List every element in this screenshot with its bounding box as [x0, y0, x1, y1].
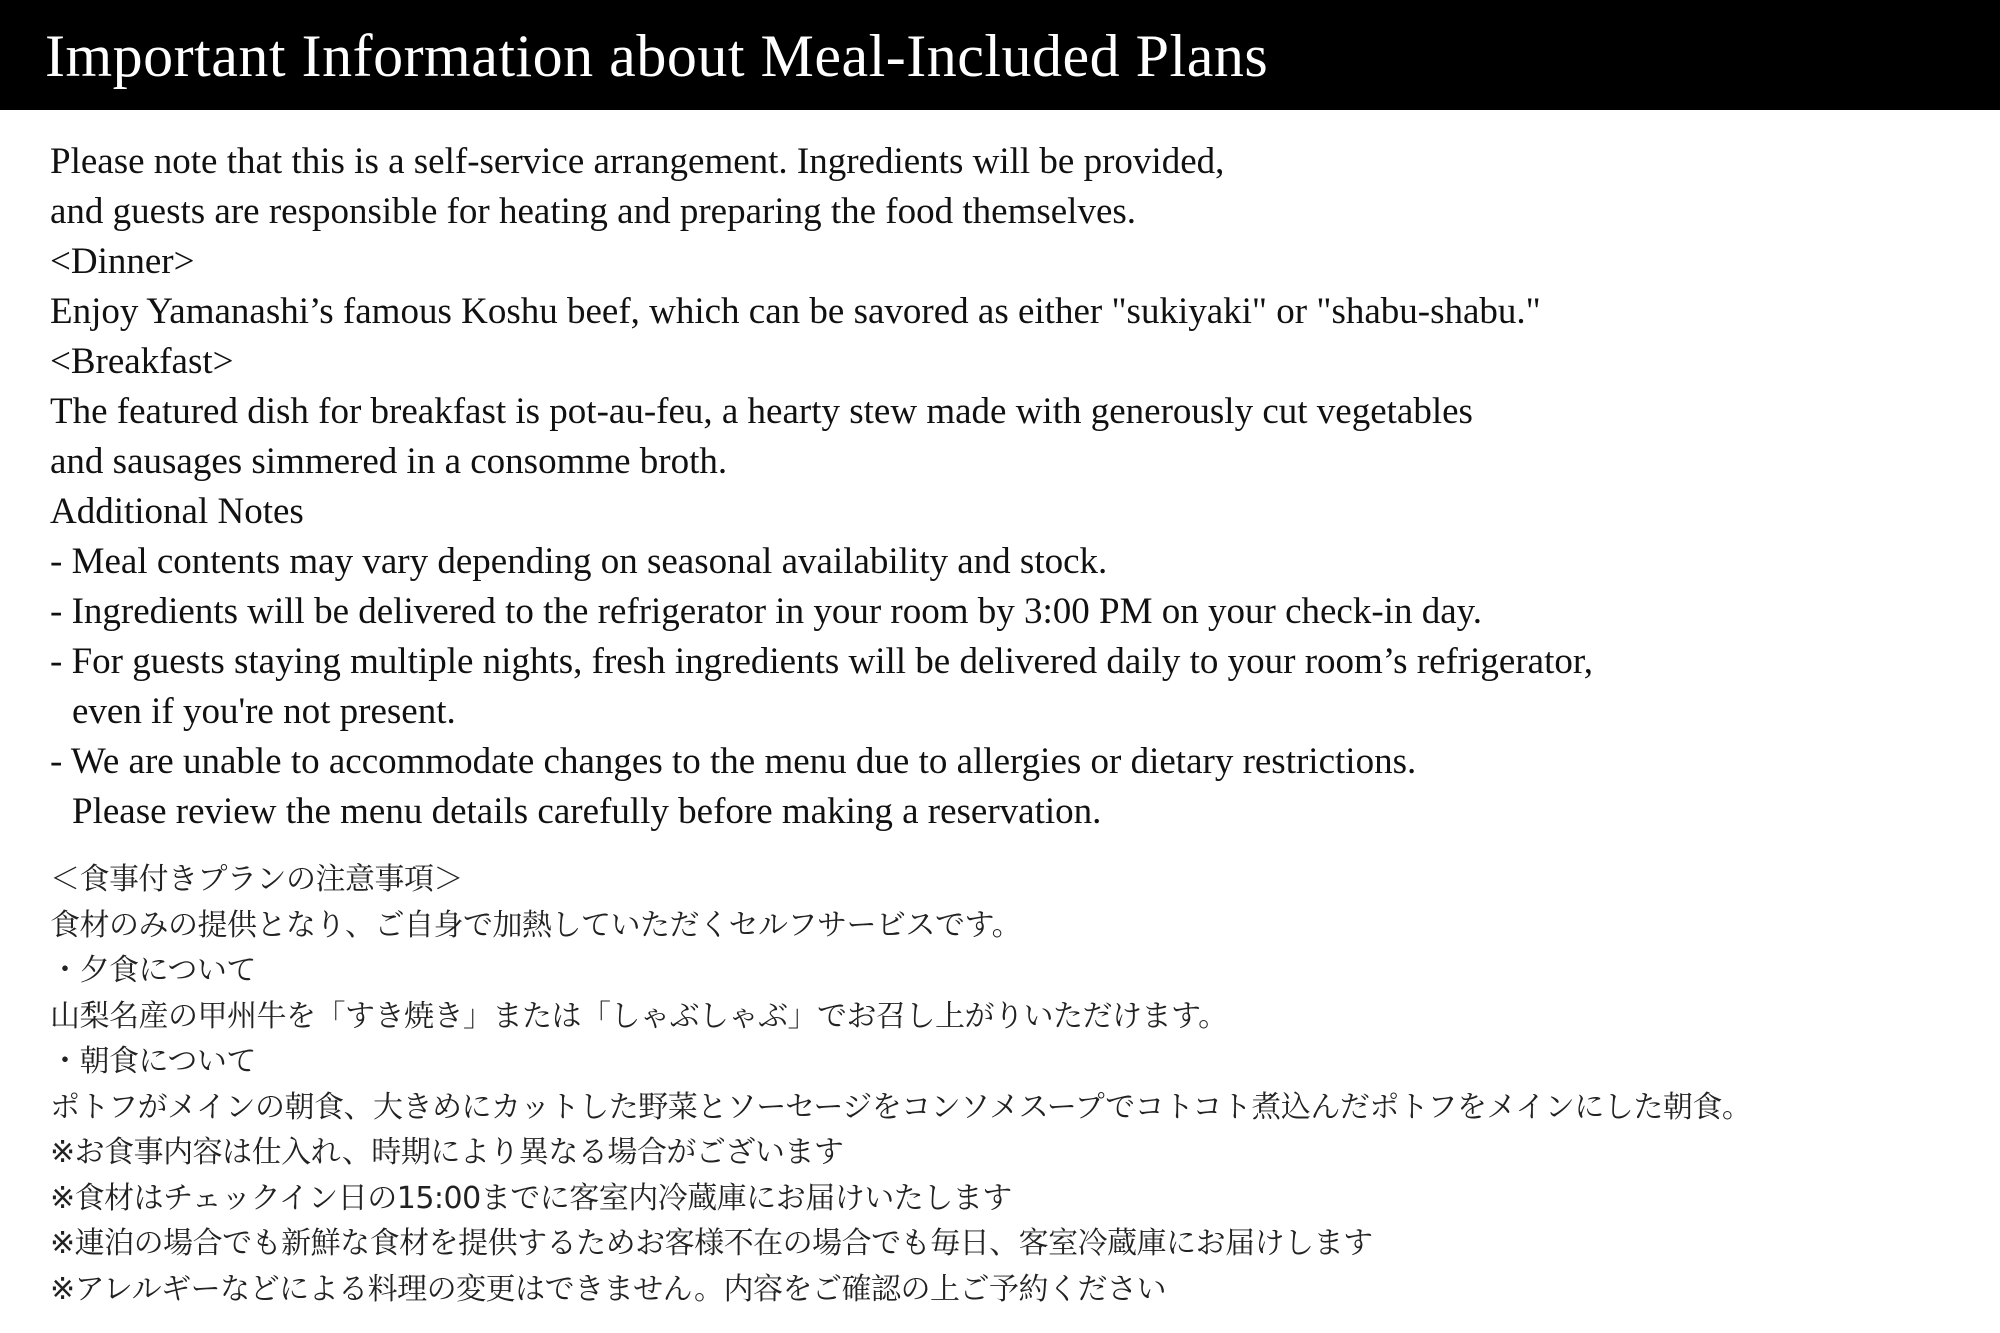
note-item: - We are unable to accommodate changes to the menu due to allergies or dietary restrictions.	[50, 741, 1417, 782]
dinner-heading: <Dinner>	[50, 241, 195, 282]
additional-notes-heading: Additional Notes	[50, 491, 304, 532]
japanese-breakfast-text: ポトフがメインの朝食、大きめにカットした野菜とソーセージをコンソメスープでコトコト煮込んだポトフをメインにした朝食。	[50, 1089, 1752, 1125]
japanese-heading: ＜食事付きプランの注意事項＞	[50, 862, 463, 897]
japanese-section	[50, 857, 1980, 1312]
japanese-dinner-heading: ・夕食について	[50, 953, 256, 988]
breakfast-heading: <Breakfast>	[50, 341, 234, 382]
dinner-text: Enjoy Yamanashi’s famous Koshu beef, which can be savored as either "sukiyaki" or "shabu-shabu."	[50, 291, 1541, 332]
note-item-continuation: Please review the menu details carefully before making a reservation.	[72, 791, 1102, 832]
breakfast-text-line: and sausages simmered in a consomme broth.	[50, 441, 728, 482]
breakfast-text-line: The featured dish for breakfast is pot-au-feu, a hearty stew made with generously cut vegetables	[50, 391, 1473, 432]
japanese-note-item: ※アレルギーなどによる料理の変更はできません。内容をご確認の上ご予約ください	[50, 1271, 1166, 1307]
note-item: - Ingredients will be delivered to the refrigerator in your room by 3:00 PM on your check-in day.	[50, 591, 1482, 632]
japanese-note-item: ※食材はチェックイン日の15:00までに客室内冷蔵庫にお届けいたします	[50, 1180, 1012, 1216]
note-item-continuation: even if you're not present.	[72, 691, 456, 732]
page-title: Important Information about Meal-Included Plans	[45, 23, 1269, 89]
japanese-breakfast-heading: ・朝食について	[50, 1044, 256, 1079]
english-intro-line: and guests are responsible for heating and preparing the food themselves.	[50, 191, 1137, 232]
japanese-note-item: ※お食事内容は仕入れ、時期により異なる場合がございます	[50, 1135, 844, 1170]
note-item: - For guests staying multiple nights, fresh ingredients will be delivered daily to your room’s refrigerator,	[50, 641, 1593, 682]
note-item: - Meal contents may vary depending on seasonal availability and stock.	[50, 541, 1108, 582]
japanese-note-item: ※連泊の場合でも新鮮な食材を提供するためお客様不在の場合でも毎日、客室冷蔵庫にお届けします	[50, 1226, 1373, 1261]
japanese-intro: 食材のみの提供となり、ご自身で加熱していただくセルフサービスです。	[50, 907, 1022, 943]
title-banner	[0, 0, 2000, 110]
english-section	[50, 137, 1980, 837]
english-intro-line: Please note that this is a self-service arrangement. Ingredients will be provided,	[50, 141, 1225, 182]
japanese-dinner-text: 山梨名産の甲州牛を「すき焼き」または「しゃぶしゃぶ」でお召し上がりいただけます。	[50, 998, 1228, 1034]
